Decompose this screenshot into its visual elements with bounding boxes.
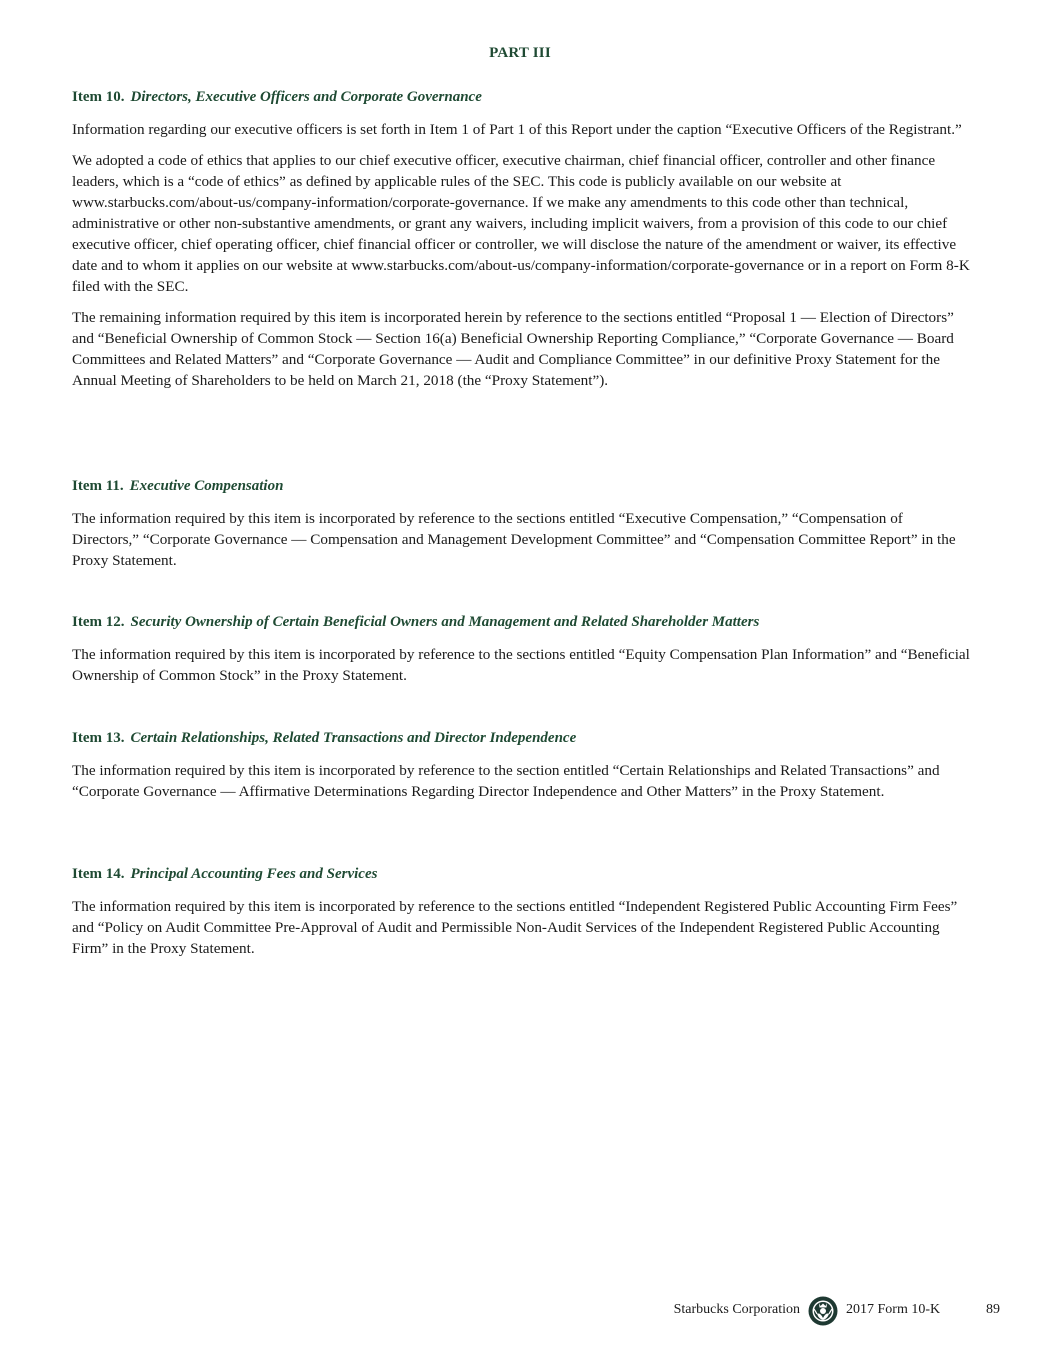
paragraph: We adopted a code of ethics that applies to our chief executive officer, executive chairman, chief financial officer, controller and other finance leaders, which is a “code of ethics” as defined by applicable rules of the SEC. This code is publicly available on our website at www.starbucks.com/about-us/company-information/corporate-governance. If we make any amendments to this code other than technical, administrative or other non-substantive amendments, or grant any waivers, including implicit waivers, from a provision of this code to our chief executive officer, chief operating officer, chief financial officer or controller, we will disclose the nature of the amendment or waiver, its effective date and to whom it applies on our website at www.starbucks.com/about-us/company-information/corporate-governance or in a report on Form 8-K filed with the SEC.: [72, 152, 970, 295]
footer-company: Starbucks Corporation: [673, 1302, 800, 1317]
item-12-heading: [72, 613, 972, 631]
item-14-heading: [72, 865, 972, 883]
paragraph: The information required by this item is incorporated by reference to the sections entitled “Independent Registered Public Accounting Firm Fees” and “Policy on Audit Committee Pre-Approval of Audit and Permissible Non-Audit Services of the Independent Registered Public Accounting Firm” in the Proxy Statement.: [72, 898, 958, 957]
item-11-section: [72, 477, 972, 581]
item-12-section: [72, 613, 972, 696]
item-number: Item 14.: [72, 866, 125, 882]
item-title: Executive Compensation: [129, 478, 284, 494]
item-title: Certain Relationships, Related Transactions and Director Independence: [130, 730, 577, 746]
item-number: Item 12.: [72, 614, 125, 630]
item-10-heading: [72, 88, 972, 106]
starbucks-siren-logo-icon: [808, 1296, 838, 1326]
paragraph: Information regarding our executive officers is set forth in Item 1 of Part 1 of this Report under the caption “Executive Officers of the Registrant.”: [72, 121, 962, 138]
paragraph: The information required by this item is incorporated by reference to the sections entitled “Equity Compensation Plan Information” and “Beneficial Ownership of Common Stock” in the Proxy Statement.: [72, 646, 970, 684]
paragraph: The remaining information required by this item is incorporated herein by reference to the sections entitled “Proposal 1 — Election of Directors” and “Beneficial Ownership of Common Stock — Section 16(a) Beneficial Ownership Reporting Compliance,” “Corporate Governance — Board Committees and Related Matters” and “Corporate Governance — Audit and Compliance Committee” in our definitive Proxy Statement for the Annual Meeting of Shareholders to be held on March 21, 2018 (the “Proxy Statement”).: [72, 309, 954, 389]
paragraph: The information required by this item is incorporated by reference to the sections entitled “Executive Compensation,” “Compensation of Directors,” “Corporate Governance — Compensation and Management Development Committee” and “Compensation Committee Report” in the Proxy Statement.: [72, 510, 956, 569]
page-number: 89: [986, 1302, 1000, 1317]
page-footer: [0, 1296, 1040, 1328]
item-title: Security Ownership of Certain Beneficial Owners and Management and Related Shareholder Matters: [130, 614, 760, 630]
item-number: Item 11.: [72, 478, 124, 494]
item-14-section: [72, 865, 972, 969]
item-number: Item 10.: [72, 89, 125, 105]
paragraph: The information required by this item is incorporated by reference to the section entitled “Certain Relationships and Related Transactions” and “Corporate Governance — Affirmative Determinations Regarding Director Independence and Other Matters” in the Proxy Statement.: [72, 762, 940, 800]
item-11-heading: [72, 477, 972, 495]
footer-form: 2017 Form 10-K: [846, 1302, 941, 1317]
item-title: Principal Accounting Fees and Services: [130, 866, 378, 882]
part-title: PART III: [489, 45, 551, 61]
item-13-section: [72, 729, 972, 812]
item-13-heading: [72, 729, 972, 747]
item-title: Directors, Executive Officers and Corporate Governance: [130, 89, 482, 105]
item-number: Item 13.: [72, 730, 125, 746]
item-10-section: [72, 88, 972, 401]
